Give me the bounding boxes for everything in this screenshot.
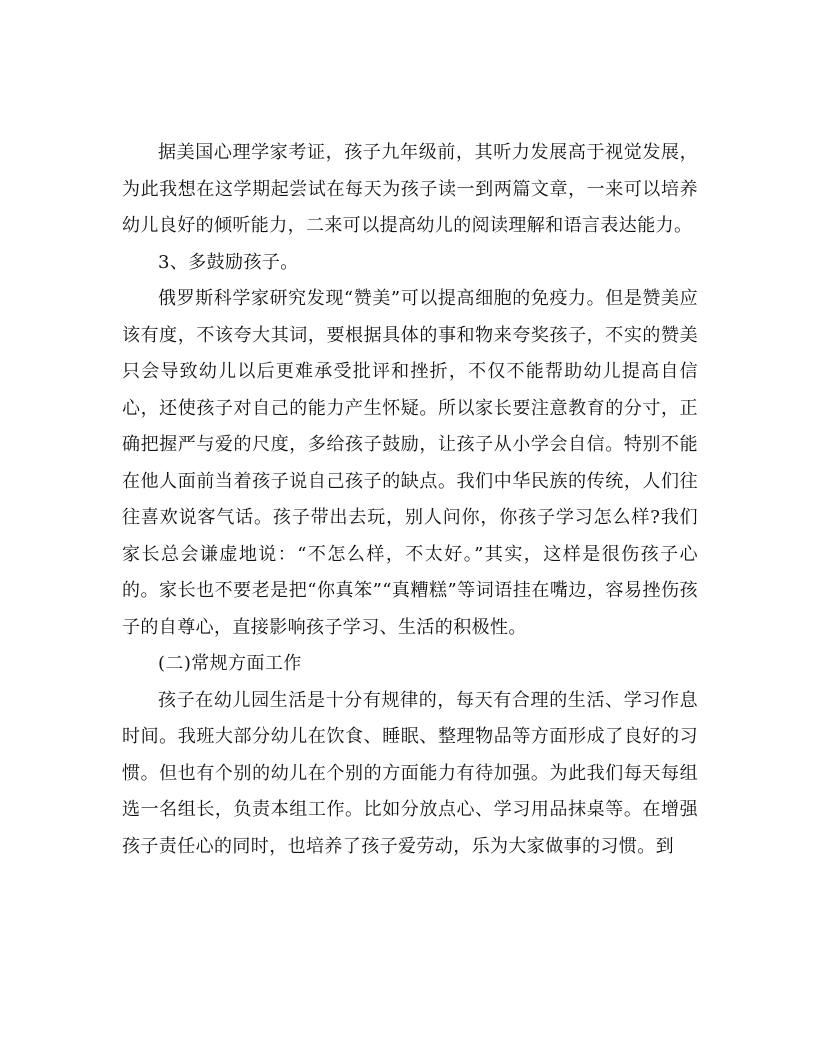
paragraph-listening: 据美国心理学家考证，孩子九年级前，其听力发展高于视觉发展，为此我想在这学期起尝试在每天为孩子读一到两篇文章，一来可以培养幼儿良好的倾听能力，二来可以提高幼儿的阅读理解和语言表达能力。 (122, 142, 698, 236)
paragraph-routine: 孩子在幼儿园生活是十分有规律的，每天有合理的生活、学习作息时间。我班大部分幼儿在饮食、睡眠、整理物品等方面形成了良好的习惯。但也有个别的幼儿在个别的方面能力有待加强。为此我们每天每组选一名组长，负责本组工作。比如分放点心、学习用品抹桌等。在增强孩子责任心的同时，也培养了孩子爱劳动，乐为大家做事的习惯。到 (122, 689, 698, 857)
section-heading-routine: (二)常规方面工作 (158, 653, 302, 674)
document-body (122, 135, 698, 865)
paragraph-praise: 俄罗斯科学家研究发现“赞美”可以提高细胞的免疫力。但是赞美应该有度，不该夸大其词，要根据具体的事和物来夸奖孩子，不实的赞美只会导致幼儿以后更难承受批评和挫折，不仅不能帮助幼儿提高自信心，还使孩子对自己的能力产生怀疑。所以家长要注意教育的分寸，正确把握严与爱的尺度，多给孩子鼓励，让孩子从小学会自信。特别不能在他人面前当着孩子说自己孩子的缺点。我们中华民族的传统，人们往往喜欢说客气话。孩子带出去玩，别人问你，你孩子学习怎么样?我们家长总会谦虚地说：“不怎么样，不太好。”其实，这样是很伤孩子心的。家长也不要老是把“你真笨”“真糟糕”等词语挂在嘴边，容易挫伤孩子的自尊心，直接影响孩子学习、生活的积极性。 (122, 288, 698, 638)
section-heading-encourage: 3、多鼓励孩子。 (158, 251, 299, 273)
